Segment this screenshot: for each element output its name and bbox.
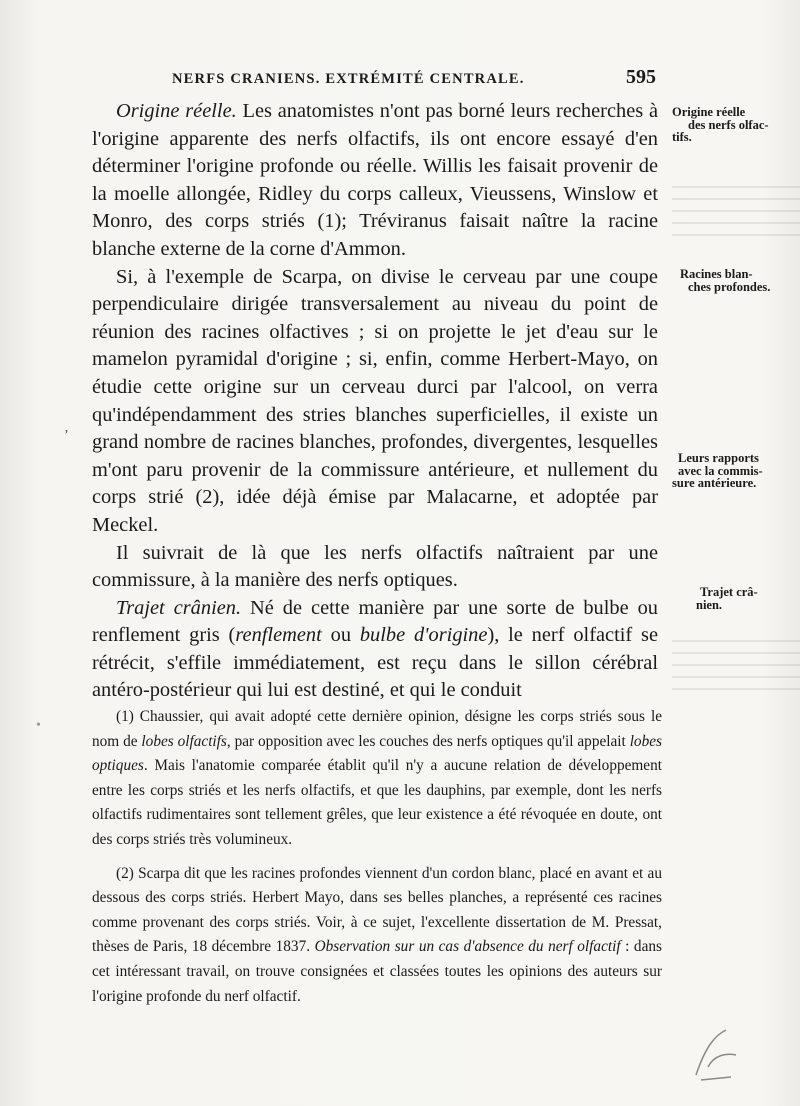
paragraph-text: Les anatomistes n'ont pas borné leurs recherches à l'origine apparente des nerfs olfactifs, ils ont encore essayé d'en déterminer l'origine profonde ou réelle. Willis les faisait provenir de la moelle allongée, Ridley du corps calleux, Vieussens, Winslow et Monro, des corps striés (1); Tréviranus faisait naître la racine blanche externe de la corne d'Ammon. (92, 100, 659, 260)
note-line: des nerfs olfac- (688, 117, 769, 132)
footnote-1 (92, 705, 662, 853)
paragraph-text: Né de cette manière par une sorte de bulbe ou renflement gris ( (92, 596, 658, 647)
footnotes (92, 705, 662, 1018)
footnote-text: , par opposition avec les couches des nerfs optiques qu'il appelait (226, 732, 630, 750)
marginal-note-rapports (672, 452, 800, 490)
marginal-note-trajet (672, 586, 800, 611)
paragraph-trajet-cranien (92, 595, 658, 705)
show-through-text (672, 640, 800, 700)
margin-mark: • (36, 718, 41, 733)
paragraph-origine-reelle (92, 98, 658, 264)
italic-title: Observation sur un cas d'absence du nerf olfactif (314, 938, 621, 956)
page-number: 595 (626, 66, 656, 88)
italic-term: renflement (235, 624, 322, 647)
marginal-note-origine (672, 106, 800, 144)
note-line: Origine réelle (672, 105, 746, 119)
footnote-text: : dans cet intéressant travail, on trouve consignées et classées toutes les opinions des auteurs sur l'origine profonde du nerf olfactif. (92, 938, 662, 1005)
page-header (172, 66, 656, 89)
show-through-text (672, 186, 800, 246)
italic-term: lobes olfactifs (141, 732, 227, 750)
note-line: Leurs rapports (678, 451, 759, 465)
italic-term: bulbe d'origine (359, 624, 488, 647)
footnote-text: . Mais l'anatomie comparée établit qu'il n'y a aucune relation de développement entre les corps striés et les nerfs olfactifs, et que les dauphins, par exemple, dont les nerfs olfactifs rudimentaires sont tellement grêles, que leur existence a été révoquée en doute, ont des corps striés très volumineux. (92, 757, 662, 848)
run-in-heading: Trajet crânien. (116, 596, 242, 619)
run-in-heading: Origine réelle. (116, 100, 237, 122)
paragraph-text: ou (321, 624, 360, 647)
footnote-text: (2) Scarpa dit que les racines profondes viennent d'un cordon blanc, placé en avant et au dessous des corps striés. Herbert Mayo, dans ses belles planches, a représenté ces racines comme provenant des corps striés. Voir, à ce sujet, l'excellente dissertation de M. Pressat, thèses de Paris, 18 décembre 1837. (92, 864, 662, 956)
main-text (92, 98, 658, 705)
note-line: sure antérieure. (672, 476, 757, 490)
footnote-2 (92, 862, 662, 1010)
paragraph-commissure (92, 540, 658, 595)
marginal-note-racines (672, 268, 800, 293)
running-head: NERFS CRANIENS. EXTRÉMITÉ CENTRALE. (172, 71, 525, 87)
footnote-text: (1) Chaussier, qui avait adopté cette dernière opinion, désigne les corps striés sous le nom de (92, 708, 662, 750)
paragraph-text: Si, à l'exemple de Scarpa, on divise le cerveau par une coupe perpendiculaire dirigée transversalement au niveau du point de réunion des racines olfactives ; si on projette le jet d'eau sur le mamelon pyramidal d'origine ; si, enfin, comme Herbert-Mayo, on étudie cette origine sur un cerveau durci par l'alcool, on verra qu'indépendamment des stries blanches superficielles, il existe un grand nombre de racines blanches, profondes, divergentes, lesquelles m'ont paru provenir de la commissure antérieure, et nullement du corps strié (2), idée déjà émise par Malacarne, et adoptée par Meckel. (92, 265, 658, 536)
note-line: Trajet crâ- (700, 585, 758, 599)
paragraph-text: ), le nerf olfactif se rétrécit, s'effile immédiatement, est reçu dans le sillon cérébral antéro-postérieur qui lui est destiné, et qui le conduit (92, 624, 659, 702)
note-line: avec la commis- (678, 463, 763, 478)
note-line: nien. (696, 597, 723, 612)
pen-flourish-icon (686, 1025, 746, 1085)
paragraph-text: Il suivrait de là que les nerfs olfactifs naîtraient par une commissure, à la manière des nerfs optiques. (92, 541, 658, 592)
margin-mark: ’ (64, 428, 69, 443)
note-line: Racines blan- (680, 267, 753, 281)
italic-term: lobes optiques (92, 732, 662, 775)
note-line: ches profondes. (688, 279, 771, 294)
note-line: tifs. (672, 130, 692, 144)
paragraph-scarpa (92, 264, 658, 540)
